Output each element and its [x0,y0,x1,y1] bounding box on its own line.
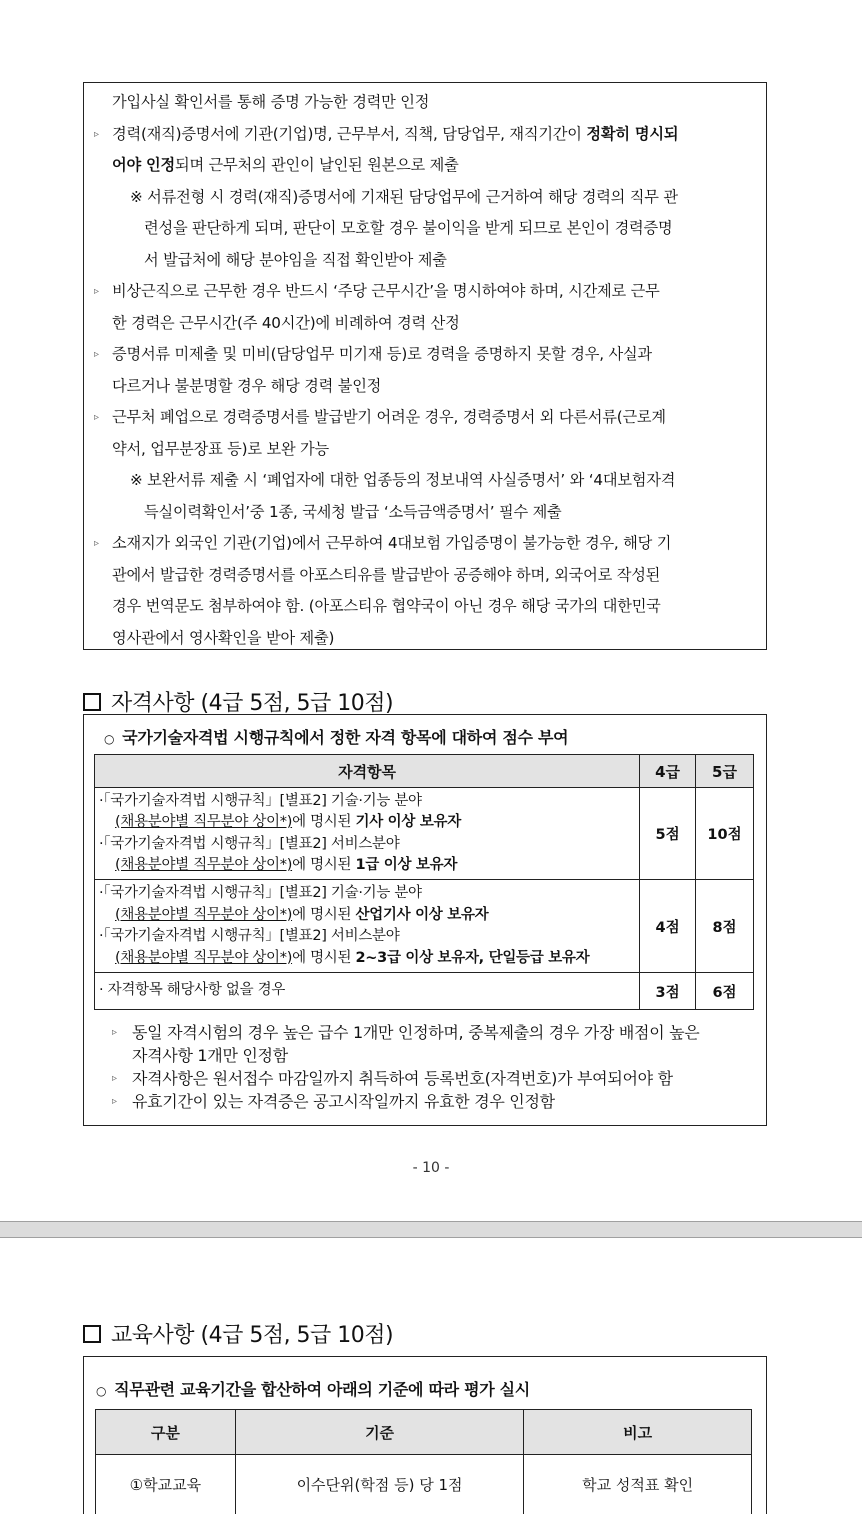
career-line [112,87,756,119]
header-grade5: 5급 [696,755,754,788]
header-criteria: 기준 [235,1410,524,1455]
item-line [99,905,635,927]
body-text: 련성을 판단하게 되며, 판단이 모호할 경우 불이익을 받게 되므로 본인이 경력증명 [144,219,673,237]
table-header-row [95,755,754,788]
career-line [112,213,756,245]
qualification-title-text: 자격사항 (4급 5점, 5급 10점) [111,691,394,716]
qualification-intro [104,725,568,748]
cell-qualification-item [95,788,640,880]
emphasis-text: 정확히 명시되 [586,124,679,143]
circle-bullet-icon: ○ [96,1384,107,1398]
note-text: 유효기간이 있는 자격증은 공고시작일까지 유효한 경우 인정함 [132,1092,555,1111]
body-text: 서 발급처에 해당 분야임을 직접 확인받아 제출 [144,250,447,269]
body-text: 한 경력은 근무시간(주 40시간)에 비례하여 경력 산정 [112,313,460,332]
cell-grade5-score: 8점 [696,880,754,973]
career-line [112,150,756,182]
body-text: 증명서류 미제출 및 미비(담당업무 미기재 등)로 경력을 증명하지 못할 경우, 사실과 [112,345,652,363]
emphasis-text: 산업기사 이상 보유자 [355,906,489,923]
qualification-box [83,714,767,1126]
note-item [110,1090,760,1113]
note-item [110,1021,760,1044]
body-text: 되며 근무처의 관인이 날인된 원본으로 제출 [174,156,459,174]
career-line [112,371,756,403]
body-text: 다르거나 불분명할 경우 해당 경력 불인정 [112,376,382,395]
career-line [112,182,756,214]
career-line [112,497,756,529]
emphasis-text: 어야 인정 [112,156,175,174]
body-text: 에 명시된 [292,857,356,873]
education-intro [96,1377,530,1400]
underlined-note: (채용분야별 직무분야 상이*) [115,814,293,830]
triangle-bullet-icon: ▹ [94,412,99,423]
cell-grade4-score: 5점 [640,788,696,880]
checkbox-square-icon [83,693,101,711]
triangle-bullet-icon: ▹ [94,128,99,140]
header-qualification-item: 자격항목 [95,755,640,788]
item-line: ·「국가기술자격법 시행규칙」[별표2] 서비스분야 [99,928,400,944]
career-line [112,560,756,592]
career-line [94,339,756,371]
item-line: ·「국가기술자격법 시행규칙」[별표2] 서비스분야 [99,835,400,852]
cell-qualification-item [95,973,640,1010]
career-line [94,528,756,560]
body-text: 경력(재직)증명서에 기관(기업)명, 근무부서, 직책, 담당업무, 재직기간이 [112,124,587,143]
table-row [96,1455,752,1514]
item-line [99,855,635,877]
body-text: 소재지가 외국인 기관(기업)에서 근무하여 4대보험 가입증명이 불가능한 경우, 해당 기 [112,534,672,552]
qualification-section-title [83,686,393,717]
note-text: 자격사항은 원서접수 마감일까지 취득하여 등록번호(자격번호)가 부여되어야 함 [132,1069,673,1088]
cell-grade4-score: 4점 [640,880,696,973]
body-text: 경우 번역문도 첨부하여야 함. (아포스티유 협약국이 아닌 경우 해당 국가의 대한민국 [112,597,661,615]
note-text: 동일 자격시험의 경우 높은 급수 1개만 인정하며, 중복제출의 경우 가장 배점이 높은 [132,1023,700,1042]
triangle-bullet-icon: ▹ [112,1096,117,1107]
education-table [95,1409,752,1514]
body-text: 관에서 발급한 경력증명서를 아포스티유를 발급받아 공증해야 하며, 외국어로 작성된 [112,565,661,584]
body-text: 영사관에서 영사확인을 받아 제출) [112,628,335,647]
cell-category: ①학교교육 [96,1455,236,1514]
body-text: 에 명시된 [292,949,356,966]
triangle-bullet-icon: ▹ [94,286,99,297]
qualification-intro-text: 국가기술자격법 시행규칙에서 정한 자격 항목에 대하여 점수 부여 [122,728,569,747]
item-line [99,812,635,834]
qualification-table [94,754,754,1010]
item-line: ·「국가기술자격법 시행규칙」[별표2] 기술·기능 분야 [99,792,422,809]
underlined-note: (채용분야별 직무분야 상이*) [115,906,293,923]
table-row [95,880,754,973]
triangle-bullet-icon: ▹ [112,1073,117,1084]
cell-qualification-item [95,880,640,973]
header-category: 구분 [96,1410,236,1455]
career-line [112,308,756,340]
body-text: ※ 보완서류 제출 시 ‘폐업자에 대한 업종등의 정보내역 사실증명서’ 와 ‘4대보험자격 [130,471,676,489]
body-text: 에 명시된 [292,906,356,923]
triangle-bullet-icon: ▹ [94,538,99,549]
body-text: 득실이력확인서’중 1종, 국세청 발급 ‘소득금액증명서’ 필수 제출 [144,502,562,521]
table-row [95,788,754,880]
career-line [112,245,756,277]
education-intro-text: 직무관련 교육기간을 합산하여 아래의 기준에 따라 평가 실시 [114,1380,530,1399]
table-row [95,973,754,1010]
emphasis-text: 1급 이상 보유자 [355,857,458,873]
triangle-bullet-icon: ▹ [112,1027,117,1038]
cell-remarks: 학교 성적표 확인 [524,1455,752,1514]
education-section-title [83,1318,393,1349]
table-header-row [96,1410,752,1455]
header-grade4: 4급 [640,755,696,788]
underlined-note: (채용분야별 직무분야 상이*) [115,857,293,873]
body-text: ※ 서류전형 시 경력(재직)증명서에 기재된 담당업무에 근거하여 해당 경력의 직무 관 [130,187,678,206]
item-line: · 자격항목 해당사항 없을 경우 [99,982,286,999]
education-title-text: 교육사항 (4급 5점, 5급 10점) [111,1323,394,1348]
career-line [112,434,756,466]
note-item [110,1067,760,1090]
career-line [112,465,756,497]
career-line [94,119,756,151]
career-line [112,591,756,623]
page-separator [0,1221,862,1238]
checkbox-square-icon [83,1325,101,1343]
header-remarks: 비고 [524,1410,752,1455]
body-text: 가입사실 확인서를 통해 증명 가능한 경력만 인정 [112,93,430,111]
career-line [112,623,756,655]
emphasis-text: 기사 이상 보유자 [355,814,461,830]
circle-bullet-icon: ○ [104,732,115,746]
body-text: 약서, 업무분장표 등)로 보완 가능 [112,439,329,458]
cell-grade5-score: 10점 [696,788,754,880]
career-requirements-box [83,82,767,650]
underlined-note: (채용분야별 직무분야 상이*) [115,949,293,966]
cell-criteria: 이수단위(학점 등) 당 1점 [235,1455,524,1514]
triangle-bullet-icon: ▹ [94,349,99,360]
cell-grade5-score: 6점 [696,973,754,1010]
item-line: ·「국가기술자격법 시행규칙」[별표2] 기술·기능 분야 [99,885,422,901]
item-line [99,948,635,970]
qualification-notes [110,1021,760,1113]
career-line [94,402,756,434]
body-text: 에 명시된 [292,814,356,830]
note-continuation: 자격사항 1개만 인정함 [132,1046,288,1065]
emphasis-text: 2~3급 이상 보유자, 단일등급 보유자 [355,949,590,966]
body-text: 근무처 폐업으로 경력증명서를 발급받기 어려운 경우, 경력증명서 외 다른서류(근로계 [112,408,666,426]
education-box [83,1356,767,1514]
body-text: 비상근직으로 근무한 경우 반드시 ‘주당 근무시간’을 명시하여야 하며, 시간제로 근무 [112,282,660,300]
career-line [94,276,756,308]
cell-grade4-score: 3점 [640,973,696,1010]
page-number: - 10 - [412,1160,450,1176]
